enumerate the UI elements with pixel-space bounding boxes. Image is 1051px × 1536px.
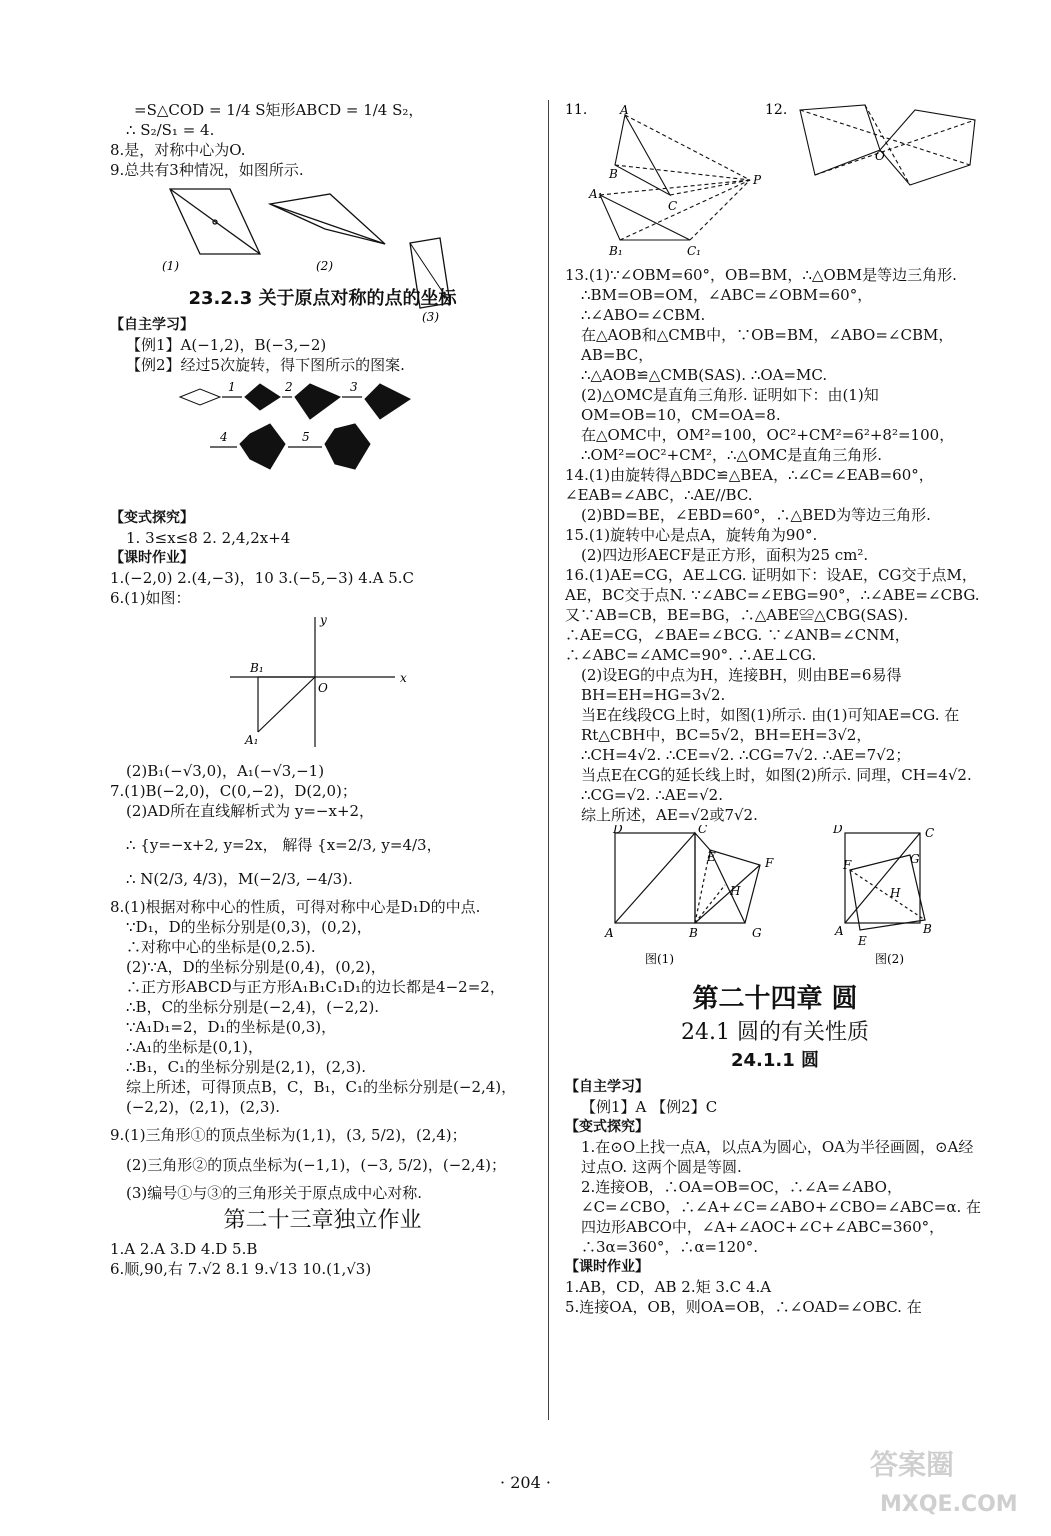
fig11-label-a: A [620,103,629,117]
text-line: 16.(1)AE=CG，AE⊥CG. 证明如下：设AE，CG交于点M，AE，BC交于点N. ∵∠ABC=∠EBG=90°，∴∠ABE=∠CBG. 又∵AB=CB，BE=BG，∴△ABE≌△CBG(SAS). ∴AE=CG，∠BAE=∠BCG. ∵∠ANB=∠CNM，∴∠ABC=∠AMC=90°. ∴AE⊥CG. [565,566,980,664]
fig16a-label-c: C [698,825,708,836]
fig16-2 [845,833,925,930]
axis-x-label: x [400,671,407,685]
q9-figure-3 [400,233,460,323]
text-line: ∴A₁的坐标是(0,1)， [126,1038,263,1056]
fig16-1 [615,833,760,923]
self-study-tag: 【自主学习】 [565,1079,649,1095]
fig11-label-c: C [668,199,678,213]
text-line: 综上所述，可得顶点B，C，B₁，C₁的坐标分别是(−2,4)，(−2,2)，(2,1)，(2,3). [126,1078,517,1116]
fig16b-label-h: H [890,886,901,900]
text-line: ∴OM²=OC²+CM²，∴△OMC是直角三角形. [581,446,882,464]
equation-system: ∴ {y=−x+2, y=2x， 解得 {x=2/3, y=4/3， [126,836,442,854]
text-line: 15.(1)旋转中心是点A，旋转角为90°. [565,526,818,544]
fig16b-label-a: A [835,924,844,938]
self-study-tag: 【自主学习】 [110,317,194,333]
q12-number: 12. [765,102,788,118]
q6-coordinate-figure [110,612,430,752]
rot-label-4: 4 [220,430,228,444]
rot-label-5: 5 [302,430,310,444]
column-divider [548,100,549,1420]
fig16b-label-d: D [833,825,843,836]
fig11-label-c1: C₁ [687,244,701,258]
left-column [110,100,535,1279]
text-line: 14.(1)由旋转得△BDC≌△BEA，∴∠C=∠EAB=60°，∠EAB=∠ABC，∴AE//BC. [565,466,934,504]
fig9-label-1: (1) [162,259,179,273]
text-line: 6.顺,90,右 7.√2 8.1 9.√13 10.(1,√3) [110,1260,372,1278]
fig16-caption-2: 图(2) [875,952,904,966]
fig16a-label-g: G [752,926,762,940]
text-line: (2)四边形AECF是正方形，面积为25 cm². [581,546,869,564]
fig9-1 [170,189,260,254]
fig11-label-b1: B₁ [609,244,623,258]
point-b1-label: B₁ [250,661,264,675]
chapter-23-homework-title: 第二十三章独立作业 [223,1208,422,1233]
text-line: 在△AOB和△CMB中，∵OB=BM，∠ABO=∠CBM，AB=BC， [581,326,954,364]
q11-q12-figures [565,100,985,260]
text-line: 1. 3≤x≤8 2. 2,4,2x+4 [126,529,291,547]
watermark-url: MXQE.COM [880,1492,1018,1517]
q16-figures [565,825,985,970]
fig16b-label-e: E [858,934,867,948]
text-line: 8.是，对称中心为O. [110,141,246,159]
text-line: 1.A 2.A 3.D 4.D 5.B [110,1240,258,1258]
fig16a-label-f: F [765,856,774,870]
variant-tag: 【变式探究】 [565,1119,649,1135]
rot-label-1: 1 [228,380,236,394]
text-line: (2)AD所在直线解析式为 y=−x+2， [126,802,375,820]
text-line: ∴正方形ABCD与正方形A₁B₁C₁D₁的边长都是4−2=2， [126,978,505,996]
fig16b-label-f: F [843,858,852,872]
text-line: 13.(1)∵∠OBM=60°，OB=BM，∴△OBM是等边三角形. [565,266,957,284]
fig16-caption-1: 图(1) [645,952,674,966]
q11-number: 11. [565,102,588,118]
origin-label: O [318,681,328,695]
text-line: (2)△OMC是直角三角形. 证明如下：由(1)知OM=OB=10，CM=OA=8. [581,386,879,424]
fig16b-label-g: G [910,852,920,866]
section-title-23-2-3: 23.2.3 关于原点对称的点的坐标 [188,288,457,309]
text-line: 6.(1)如图： [110,589,191,607]
text-line: 当点E在CG的延长线上时，如图(2)所示. 同理，CH=4√2. ∴CG=√2. ∴AE=√2. [581,766,972,804]
text-line: (2)三角形②的顶点坐标为(−1,1)，(−3, 5/2)，(−2,4)； [126,1156,506,1174]
homework-tag: 【课时作业】 [565,1259,649,1275]
text-line: 【例2】经过5次旋转，得下图所示的图案. [126,356,405,374]
fig11 [600,115,750,240]
text-line: (3)编号①与③的三角形关于原点成中心对称. [126,1184,423,1202]
text-line: (2)∵A，D的坐标分别是(0,4)，(0,2)， [126,958,386,976]
text-line: ∴△AOB≌△CMB(SAS). ∴OA=MC. [581,366,828,384]
text-line: ∴ S₂/S₁ = 4. [126,121,215,139]
rot-label-3: 3 [350,380,358,394]
section-24-1-title: 24.1 圆的有关性质 [681,1020,869,1045]
text-line: =S△COD = 1/4 S矩形ABCD = 1/4 S₂， [134,101,424,119]
text-line: (2)BD=BE，∠EBD=60°，∴△BED为等边三角形. [581,506,931,524]
text-line: 2.连接OB，∴OA=OB=OC，∴∠A=∠ABO，∠C=∠CBO，∴∠A+∠C=∠ABO+∠CBO=∠ABC=α. 在四边形ABCO中，∠A+∠AOC+∠C+∠ABC=360°，∴3α=360°，∴α=120°. [581,1178,982,1256]
section-24-1-1-title: 24.1.1 圆 [730,1050,820,1071]
text-line: ∴B₁，C₁的坐标分别是(2,1)，(2,3). [126,1058,366,1076]
text-line: 7.(1)B(−2,0)，C(0,−2)，D(2,0)； [110,782,357,800]
text-line: 【例1】A 【例2】C [581,1098,718,1116]
text-line: 5.连接OA，OB，则OA=OB，∴∠OAD=∠OBC. 在 [565,1298,922,1316]
text-line: ∴B，C的坐标分别是(−2,4)，(−2,2). [126,998,380,1016]
fig16a-label-a: A [605,926,614,940]
text-line: 1.在⊙O上找一点A，以点A为圆心，OA为半径画圆，⊙A经过点O. 这两个圆是等圆. [581,1138,974,1176]
homework-tag: 【课时作业】 [110,550,194,566]
text-line: 1.(−2,0) 2.(4,−3)，10 3.(−5,−3) 4.A 5.C [110,569,414,587]
text-line: ∴BM=OB=OM，∠ABC=∠OBM=60°，∴∠ABO=∠CBM. [581,286,873,324]
text-line: 9.总共有3种情况，如图所示. [110,161,304,179]
fig12-label-o: O [875,149,885,163]
text-line: 在△OMC中，OM²=100，OC²+CM²=6²+8²=100， [581,426,955,444]
watermark-logo: 答案圈 [870,1448,955,1481]
chapter-24-title: 第二十四章 圆 [692,984,858,1014]
rot-label-2: 2 [285,380,293,394]
q9-figures [110,184,410,274]
text-line: 综上所述，AE=√2或7√2. [581,806,758,824]
fig9-label-3: (3) [422,310,439,323]
fig11-label-a1: A₁ [589,187,603,201]
fig16b-label-c: C [925,826,935,840]
text-line: ∵A₁D₁=2，D₁的坐标是(0,3)， [126,1018,337,1036]
text-line: 【例1】A(−1,2)，B(−3,−2) [126,336,327,354]
text-line: (2)设EG的中点为H，连接BH，则由BE=6易得BH=EH=HG=3√2. [581,666,902,704]
point-a1-label: A₁ [245,733,259,747]
text-line: 1.AB，CD，AB 2.矩 3.C 4.A [565,1278,772,1296]
fig9-label-2: (2) [316,259,333,273]
fig16a-label-e: E [707,850,716,864]
text-line: ∴ N(2/3, 4/3)，M(−2/3, −4/3). [126,870,353,888]
fig12 [800,105,975,185]
axis-y-label: y [320,613,327,627]
text-line: 当E在线段CG上时，如图(1)所示. 由(1)可知AE=CG. 在Rt△CBH中，BC=5√2，BH=EH=3√2， [581,706,960,744]
text-line: 9.(1)三角形①的顶点坐标为(1,1)，(3, 5/2)，(2,4)； [110,1126,467,1144]
fig16a-label-b: B [689,926,698,940]
right-column [565,100,985,1317]
text-line: ∴CH=4√2. ∴CE=√2. ∴CG=7√2. ∴AE=7√2； [581,746,911,764]
rotation-figure [110,379,430,499]
fig16b-label-b: B [923,922,932,936]
variant-tag: 【变式探究】 [110,510,194,526]
fig11-label-b: B [609,167,618,181]
fig9-2 [270,194,385,244]
fig16a-label-d: D [613,825,623,836]
page-number: · 204 · [500,1473,551,1492]
text-line: ∵D₁，D的坐标分别是(0,3)，(0,2)， [126,918,372,936]
fig16a-label-h: H [730,884,741,898]
text-line: ∴对称中心的坐标是(0,2.5). [126,938,316,956]
text-line: 8.(1)根据对称中心的性质，可得对称中心是D₁D的中点. [110,898,481,916]
text-line: (2)B₁(−√3,0)，A₁(−√3,−1) [126,762,325,780]
fig11-label-p: P [753,173,762,187]
